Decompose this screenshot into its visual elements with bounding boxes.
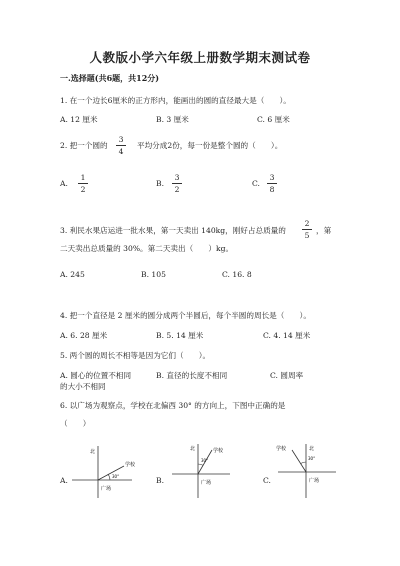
q1-option-c[interactable]: C. 6 厘米 [257,115,290,124]
q2-option-c[interactable]: C. [252,179,260,188]
angle-label: 30° [308,456,316,461]
question-3-line-2: 二天卖出总质量的 30%。第二天卖出（ ）kg。 [60,244,234,253]
q2-option-c-num: 3 [269,173,275,182]
q2-fraction-num: 3 [118,135,124,144]
q2-option-b[interactable]: B. [156,179,164,188]
q6-diagram-a [68,440,138,504]
q6-diagram-c [272,438,342,504]
q3-option-b[interactable]: B. 105 [141,270,166,279]
q5-option-b[interactable]: B. 直径的长度不相同 [156,371,228,380]
q2-option-a-num: 1 [80,173,86,182]
angle-label: 30° [201,458,209,463]
q5-option-a[interactable]: A. 圆心的位置不相同 [60,371,132,380]
q2-option-b-den: 2 [174,185,180,194]
question-6-line-2: （ ） [60,419,91,428]
q2-fraction [116,135,126,156]
q3-fraction-den: 5 [304,231,310,240]
q4-option-a[interactable]: A. 6. 28 厘米 [60,331,108,340]
north-label: 北 [309,446,315,452]
q1-option-b[interactable]: B. 3 厘米 [156,115,189,124]
north-label: 北 [189,446,195,452]
q2-option-b-fraction [172,173,182,194]
q3-fraction-num: 2 [304,219,310,228]
question-6-line-1: 6. 以广场为观察点，学校在北偏西 30° 的方向上，下图中正确的是 [60,401,286,410]
question-4: 4. 把一个直径是 2 厘米的圆分成两个半圆后，每个半圆的周长是（ ）。 [60,311,311,320]
q4-option-c[interactable]: C. 4. 14 厘米 [263,331,311,340]
q2-option-a-fraction [78,173,88,194]
q5-option-c[interactable]: C. 圆周率 [270,371,304,380]
section-heading: 一.选择题(共6题，共12分) [60,73,160,83]
q2-option-c-fraction [267,173,277,194]
q6-option-c[interactable]: C. [263,476,271,485]
plaza-label: 广场 [101,486,112,492]
angle-arc [301,462,306,464]
angle-arc [198,464,203,465]
q2-option-a-den: 2 [80,185,86,194]
q3-fraction [302,219,312,240]
q2-option-c-den: 8 [269,185,275,194]
angle-label: 30° [112,474,120,479]
question-2-prefix: 2. 把一个圆的 [60,141,108,150]
question-1: 1. 在一个边长6厘米的正方形内，能画出的圆的直径最大是（ ）。 [60,96,291,105]
q2-fraction-den: 4 [118,147,124,156]
question-3-line-1-tail: ，第 [316,226,332,235]
school-label: 学校 [125,462,136,468]
north-label: 北 [89,449,95,455]
school-label: 学校 [213,448,224,454]
page-title: 人教版小学六年级上册数学期末测试卷 [89,50,311,65]
q6-option-b[interactable]: B. [156,476,164,485]
q1-option-a[interactable]: A. 12 厘米 [60,115,98,124]
q6-diagram-b [168,440,238,504]
q6-option-a[interactable]: A. [60,476,68,485]
question-5: 5. 两个圆的周长不相等是因为它们（ ）。 [60,351,211,360]
angle-arc [108,474,110,480]
school-label: 学校 [276,446,287,452]
q3-option-c[interactable]: C. 16. 8 [222,270,252,279]
plaza-label: 广场 [201,480,212,486]
q4-option-b[interactable]: B. 5. 14 厘米 [156,331,204,340]
q5-option-c-continued: 的大小不相同 [60,382,106,391]
question-2-suffix: 平均分成2份，每一份是整个圆的（ ）。 [137,141,283,150]
direction-line [292,450,306,472]
q3-option-a[interactable]: A. 245 [60,270,85,279]
question-3-line-1: 3. 利民水果店运进一批水果，第一天卖出 140kg，刚好占总质量的 [60,226,286,235]
plaza-label: 广场 [309,478,320,484]
q2-option-b-num: 3 [174,173,180,182]
q2-option-a[interactable]: A. [60,179,68,188]
direction-line [98,466,124,480]
